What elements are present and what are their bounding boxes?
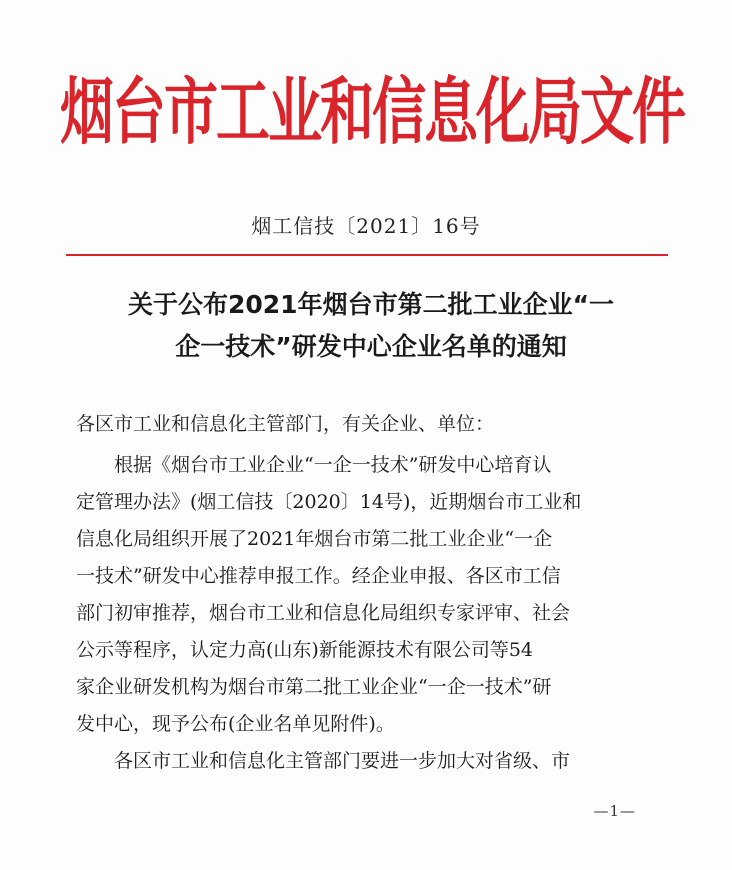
red-divider	[66, 254, 668, 256]
paragraph-line: 家企业研发机构为烟台市第二批工业企业“一企一技术”研	[76, 676, 552, 698]
paragraph-line: 发中心，现予公布(企业名单见附件)。	[76, 713, 395, 735]
title-line: 企一技术”研发中心企业名单的通知	[175, 332, 567, 361]
paragraph-line: 公示等程序，认定力高(山东)新能源技术有限公司等54	[76, 639, 534, 661]
document-body	[76, 406, 656, 780]
paragraph-line: 定管理办法》(烟工信技〔2020〕14号)，近期烟台市工业和	[76, 491, 582, 513]
paragraph-line: 部门初审推荐，烟台市工业和信息化局组织专家评审、社会	[76, 602, 571, 624]
paragraph-2	[76, 743, 656, 780]
paragraph-line: 一技术”研发中心推荐申报工作。经企业申报、各区市工信	[76, 565, 561, 587]
salutation-text: 各区市工业和信息化主管部门，有关企业、单位：	[76, 413, 495, 435]
title-line: 关于公布2021年烟台市第二批工业企业“一	[127, 290, 614, 319]
paragraph-line: 信息化局组织开展了2021年烟台市第二批工业企业“一企	[76, 528, 553, 550]
document-number: 烟工信技〔2021〕16号	[251, 214, 481, 238]
paragraph-line: 各区市工业和信息化主管部门要进一步加大对省级、市	[114, 750, 571, 772]
paragraph-1	[76, 447, 656, 743]
masthead: 烟台市工业和信息化局文件	[60, 69, 684, 155]
paragraph-line: 根据《烟台市工业企业“一企一技术”研发中心培育认	[114, 454, 552, 476]
page-number: —1—	[593, 802, 636, 820]
notice-title	[76, 284, 666, 368]
salutation	[76, 406, 656, 443]
